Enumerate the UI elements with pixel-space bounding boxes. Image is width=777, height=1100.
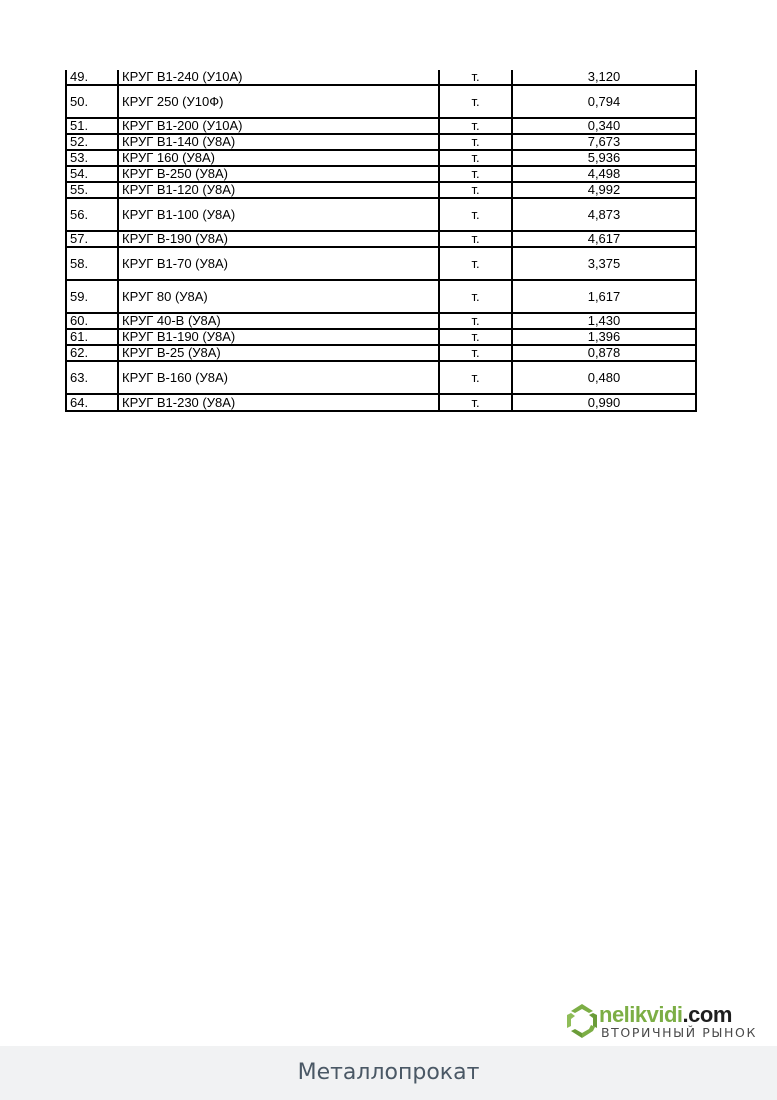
row-unit-cell: т. bbox=[439, 361, 512, 394]
row-number-cell: 51. bbox=[66, 118, 118, 134]
row-name-cell: КРУГ В-190 (У8А) bbox=[118, 231, 439, 247]
row-name-cell: КРУГ В1-200 (У10А) bbox=[118, 118, 439, 134]
row-name-cell: КРУГ 80 (У8А) bbox=[118, 280, 439, 313]
row-number-cell: 53. bbox=[66, 150, 118, 166]
row-number-cell: 61. bbox=[66, 329, 118, 345]
row-unit-cell: т. bbox=[439, 150, 512, 166]
table-row bbox=[66, 345, 696, 361]
row-name-cell: КРУГ В1-120 (У8А) bbox=[118, 182, 439, 198]
row-number-cell: 56. bbox=[66, 198, 118, 231]
row-number-cell: 64. bbox=[66, 394, 118, 411]
row-unit-cell: т. bbox=[439, 182, 512, 198]
row-name-cell: КРУГ В1-70 (У8А) bbox=[118, 247, 439, 280]
row-number-cell: 52. bbox=[66, 134, 118, 150]
row-quantity-cell: 3,120 bbox=[512, 70, 696, 85]
row-unit-cell: т. bbox=[439, 198, 512, 231]
table-row bbox=[66, 247, 696, 280]
row-quantity-cell: 3,375 bbox=[512, 247, 696, 280]
table-row bbox=[66, 394, 696, 411]
row-quantity-cell: 4,617 bbox=[512, 231, 696, 247]
table-body bbox=[66, 70, 696, 411]
row-name-cell: КРУГ 160 (У8А) bbox=[118, 150, 439, 166]
row-unit-cell: т. bbox=[439, 166, 512, 182]
row-name-cell: КРУГ 40-В (У8А) bbox=[118, 313, 439, 329]
row-quantity-cell: 1,430 bbox=[512, 313, 696, 329]
row-quantity-cell: 0,878 bbox=[512, 345, 696, 361]
row-number-cell: 49. bbox=[66, 70, 118, 85]
row-number-cell: 57. bbox=[66, 231, 118, 247]
row-number-cell: 59. bbox=[66, 280, 118, 313]
table-row bbox=[66, 182, 696, 198]
row-name-cell: КРУГ В-250 (У8А) bbox=[118, 166, 439, 182]
row-name-cell: КРУГ В-25 (У8А) bbox=[118, 345, 439, 361]
logo-domain: .com bbox=[682, 1002, 732, 1027]
row-unit-cell: т. bbox=[439, 247, 512, 280]
row-unit-cell: т. bbox=[439, 313, 512, 329]
row-quantity-cell: 0,794 bbox=[512, 85, 696, 118]
table-row bbox=[66, 231, 696, 247]
row-unit-cell: т. bbox=[439, 231, 512, 247]
table-row bbox=[66, 280, 696, 313]
table-row bbox=[66, 70, 696, 85]
logo-tagline: ВТОРИЧНЫЙ РЫНОК bbox=[601, 1025, 757, 1040]
table-row bbox=[66, 361, 696, 394]
table-row bbox=[66, 85, 696, 118]
row-unit-cell: т. bbox=[439, 70, 512, 85]
row-name-cell: КРУГ В-160 (У8А) bbox=[118, 361, 439, 394]
row-quantity-cell: 4,992 bbox=[512, 182, 696, 198]
row-quantity-cell: 4,498 bbox=[512, 166, 696, 182]
row-quantity-cell: 1,617 bbox=[512, 280, 696, 313]
row-unit-cell: т. bbox=[439, 85, 512, 118]
row-quantity-cell: 4,873 bbox=[512, 198, 696, 231]
row-number-cell: 58. bbox=[66, 247, 118, 280]
row-number-cell: 50. bbox=[66, 85, 118, 118]
logo-name: nelikvidi bbox=[599, 1002, 683, 1027]
table-row bbox=[66, 150, 696, 166]
row-number-cell: 62. bbox=[66, 345, 118, 361]
row-name-cell: КРУГ В1-140 (У8А) bbox=[118, 134, 439, 150]
row-number-cell: 60. bbox=[66, 313, 118, 329]
table-row bbox=[66, 118, 696, 134]
table-row bbox=[66, 313, 696, 329]
table-row bbox=[66, 166, 696, 182]
footer-bar bbox=[0, 1046, 777, 1100]
table-row bbox=[66, 134, 696, 150]
row-unit-cell: т. bbox=[439, 118, 512, 134]
row-unit-cell: т. bbox=[439, 280, 512, 313]
footer-title: Металлопрокат bbox=[297, 1060, 480, 1085]
row-quantity-cell: 5,936 bbox=[512, 150, 696, 166]
steel-items-table bbox=[65, 70, 697, 412]
row-name-cell: КРУГ В1-240 (У10А) bbox=[118, 70, 439, 85]
nelikvidi-logo[interactable] bbox=[563, 1002, 763, 1042]
row-unit-cell: т. bbox=[439, 134, 512, 150]
row-unit-cell: т. bbox=[439, 394, 512, 411]
table-row bbox=[66, 329, 696, 345]
row-quantity-cell: 0,340 bbox=[512, 118, 696, 134]
row-quantity-cell: 7,673 bbox=[512, 134, 696, 150]
row-name-cell: КРУГ В1-100 (У8А) bbox=[118, 198, 439, 231]
row-unit-cell: т. bbox=[439, 345, 512, 361]
row-name-cell: КРУГ 250 (У10Ф) bbox=[118, 85, 439, 118]
row-number-cell: 55. bbox=[66, 182, 118, 198]
row-quantity-cell: 1,396 bbox=[512, 329, 696, 345]
row-name-cell: КРУГ В1-230 (У8А) bbox=[118, 394, 439, 411]
row-number-cell: 63. bbox=[66, 361, 118, 394]
recycle-arrows-icon bbox=[563, 1002, 601, 1040]
row-quantity-cell: 0,990 bbox=[512, 394, 696, 411]
row-unit-cell: т. bbox=[439, 329, 512, 345]
row-number-cell: 54. bbox=[66, 166, 118, 182]
table-row bbox=[66, 198, 696, 231]
row-quantity-cell: 0,480 bbox=[512, 361, 696, 394]
row-name-cell: КРУГ В1-190 (У8А) bbox=[118, 329, 439, 345]
